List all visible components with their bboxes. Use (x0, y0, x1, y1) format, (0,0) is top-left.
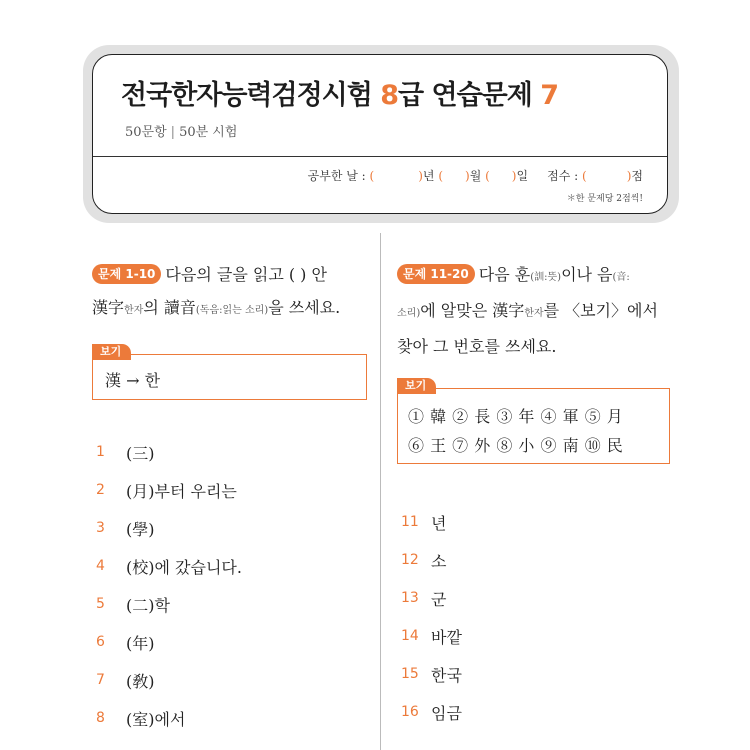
question-item (401, 503, 462, 541)
title-prefix: 전국한자능력검정시험 (121, 80, 381, 111)
study-date-line (308, 167, 643, 184)
section-1-instruction-a: 다음의 글을 읽고 ( ) 안 (165, 265, 327, 284)
study-date-label: 공부한 날 : (307, 169, 366, 183)
example-box-2 (397, 379, 670, 464)
score-paren-close: ) (626, 169, 632, 183)
card-divider (93, 156, 667, 157)
section-1-instruction-line-2 (92, 291, 368, 327)
question-text: (室)에서 (126, 709, 186, 729)
subtitle-separator: | (170, 125, 176, 140)
example-box-2-label: 보기 (397, 378, 436, 394)
question-number: 13 (401, 590, 419, 606)
score-label: 점수 : (547, 169, 579, 183)
example-box-1 (92, 345, 367, 400)
question-text: 바깥 (431, 627, 462, 647)
question-number: 15 (401, 666, 419, 682)
header-card (92, 54, 668, 214)
question-item (96, 471, 242, 509)
question-text: (三) (126, 443, 155, 463)
question-item (401, 541, 462, 579)
section-2-instruction-line-2 (397, 294, 673, 330)
section-2-instruction-a2: 이나 음 (561, 265, 613, 284)
question-number: 12 (401, 552, 419, 568)
question-text: (學) (126, 519, 155, 539)
subtitle (125, 121, 237, 140)
section-1-badge: 문제 1-10 (92, 264, 161, 284)
question-text: 년 (431, 513, 447, 533)
question-number: 2 (96, 482, 105, 498)
question-text: (二)학 (126, 595, 170, 615)
question-count: 50문항 (125, 125, 167, 140)
question-number: 3 (96, 520, 105, 536)
question-item (401, 655, 462, 693)
month-paren-close: ) (465, 169, 470, 183)
question-number: 4 (96, 558, 105, 574)
question-item (96, 661, 242, 699)
exam-time: 50분 시험 (179, 125, 238, 140)
title-middle: 급 연습문제 (398, 80, 541, 111)
page-title (121, 73, 558, 112)
question-item (401, 693, 462, 731)
section-1-question-list (96, 433, 242, 737)
instruction-hanja: 漢字 (92, 298, 125, 317)
example-box-2-row-1: ① 韓 ② 長 ③ 年 ④ 軍 ⑤ 月 (408, 407, 624, 426)
instruction-doeum: 의 讀音 (143, 298, 196, 317)
question-number: 11 (401, 514, 419, 530)
day-paren-close: ) (511, 169, 517, 183)
example-box-2-row-2: ⑥ 王 ⑦ 外 ⑧ 小 ⑨ 南 ⑩ 民 (408, 436, 624, 455)
month-label: 월 (469, 169, 482, 183)
question-text: (敎) (126, 671, 155, 691)
question-text: (月)부터 우리는 (126, 481, 237, 501)
score-paren-open: ( (582, 169, 587, 183)
question-item (96, 547, 242, 585)
section-2-eum-note: (音: (612, 272, 630, 283)
question-number: 14 (401, 628, 419, 644)
question-text: 한국 (431, 665, 462, 685)
question-item (401, 617, 462, 655)
example-box-1-content: 漢 → 한 (105, 371, 161, 390)
example-box-1-label: 보기 (92, 344, 131, 360)
instruction-end: 을 쓰세요. (268, 298, 341, 317)
question-item (401, 579, 462, 617)
section-2-instruction-a1: 다음 훈 (478, 265, 531, 284)
section-2-instruction-b1: 에 알맞은 漢字 (420, 301, 525, 320)
year-label: 년 (422, 169, 435, 183)
question-text: (年) (126, 633, 155, 653)
instruction-hanja-reading: 한자 (124, 305, 144, 316)
section-2-eum-note-end: 소리) (397, 308, 421, 319)
section-2-hanja-reading: 한자 (524, 308, 544, 319)
section-1-instruction-line-1 (92, 258, 368, 291)
question-item (96, 509, 242, 547)
section-2-instruction-line-1 (397, 258, 673, 294)
year-paren-open: ( (369, 169, 375, 183)
question-number: 6 (96, 634, 105, 650)
section-2-instruction-line-3: 찾아 그 번호를 쓰세요. (397, 337, 557, 356)
question-item (96, 433, 242, 471)
section-2-hun-note: (訓:뜻) (530, 272, 562, 283)
instruction-doeum-note: (독음:읽는 소리) (195, 305, 269, 316)
column-divider (380, 233, 381, 750)
title-number: 7 (540, 80, 559, 111)
question-number: 5 (96, 596, 105, 612)
question-number: 1 (96, 444, 105, 460)
question-item (96, 585, 242, 623)
question-item (96, 623, 242, 661)
points-label: 점 (631, 169, 643, 183)
month-paren-open: ( (438, 169, 443, 183)
section-2-instruction-b2: 를 〈보기〉에서 (543, 301, 658, 320)
question-number: 8 (96, 710, 105, 726)
year-paren-close: ) (418, 169, 423, 183)
question-item (96, 699, 242, 737)
day-label: 일 (516, 169, 529, 183)
question-text: 소 (431, 551, 447, 571)
title-grade: 8 (380, 80, 399, 111)
section-2-badge: 문제 11-20 (397, 264, 475, 284)
section-1-instructions (92, 258, 368, 327)
question-text: 군 (431, 589, 447, 609)
points-note: ＊한 문제당 2점씩! (566, 194, 643, 204)
section-2-question-list (401, 503, 462, 731)
question-text: 임금 (431, 703, 462, 723)
day-paren-open: ( (485, 169, 490, 183)
question-number: 7 (96, 672, 105, 688)
question-number: 16 (401, 704, 419, 720)
section-2-instructions (397, 258, 673, 363)
question-text: (校)에 갔습니다. (126, 557, 242, 577)
